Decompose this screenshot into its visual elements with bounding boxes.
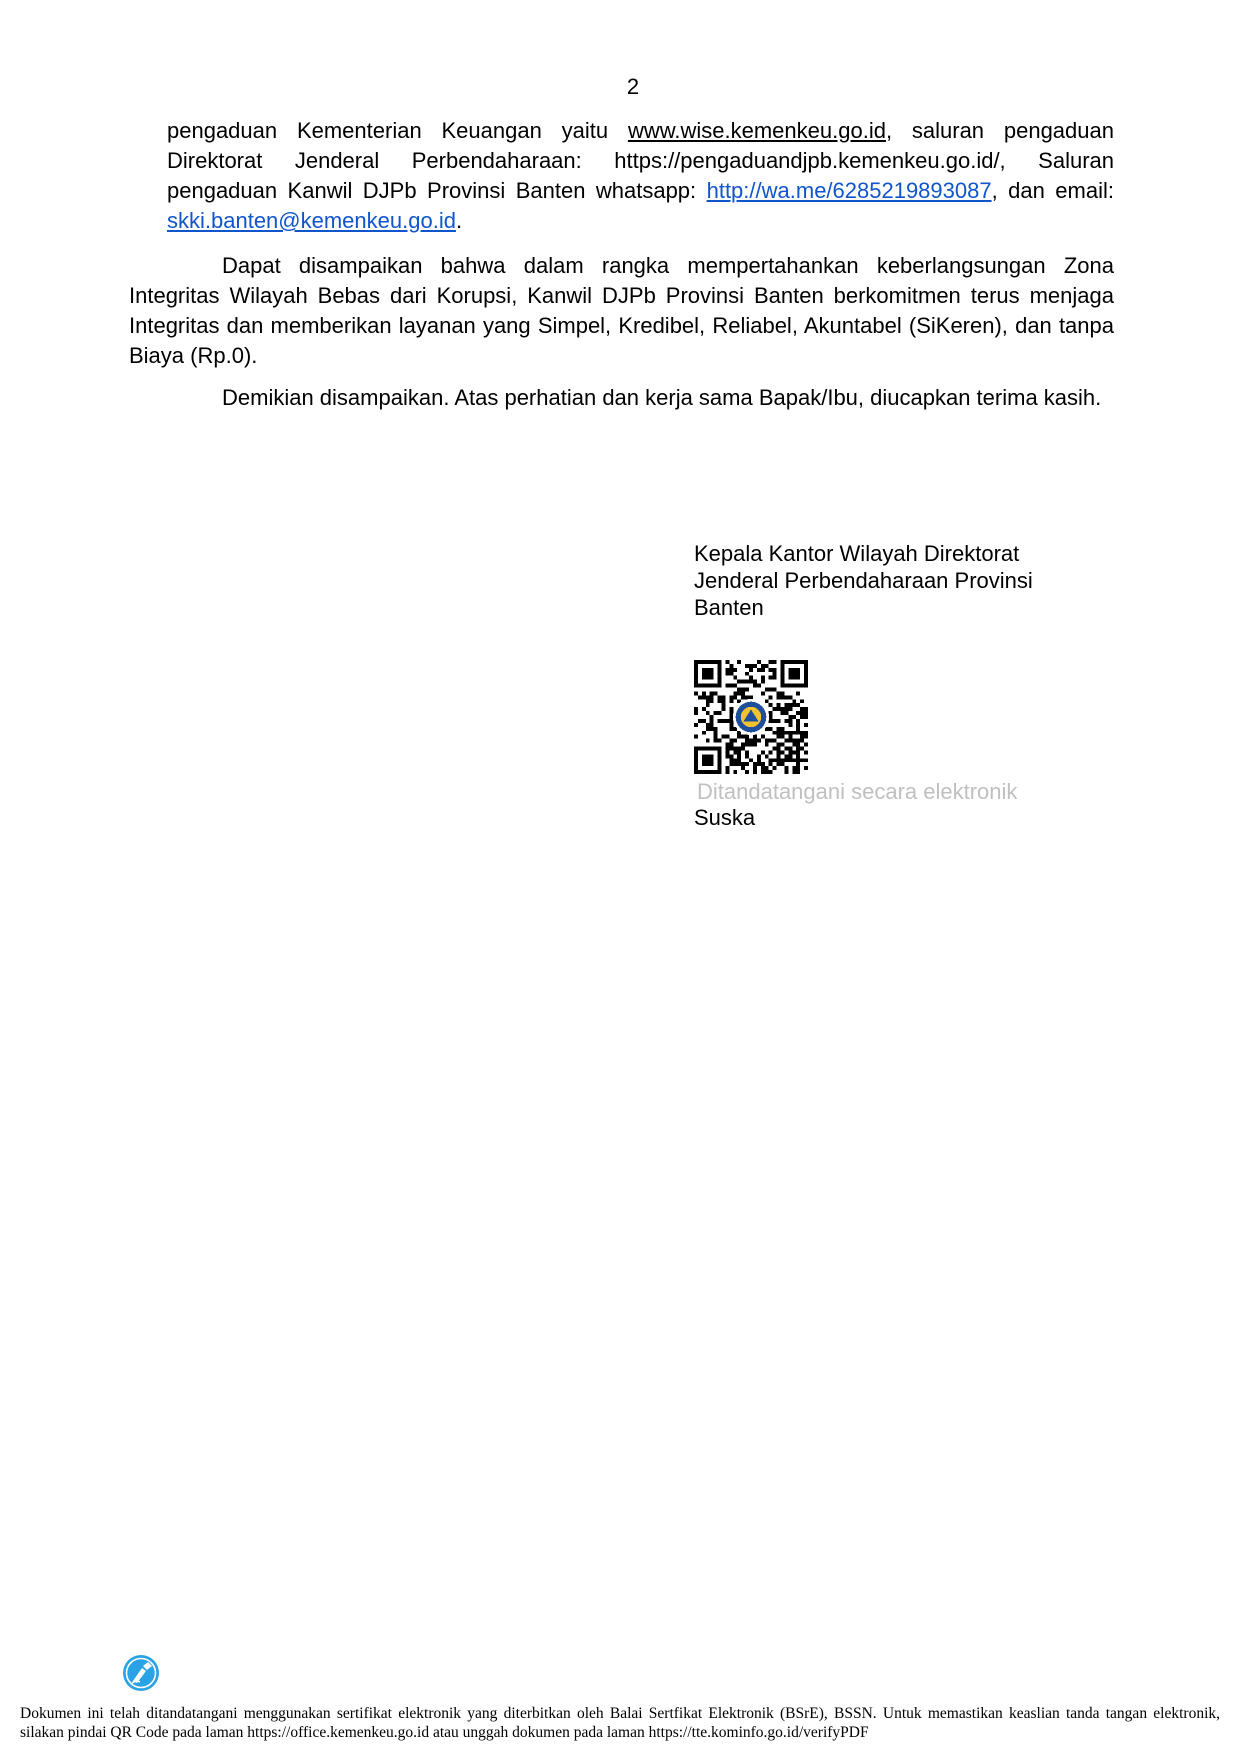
qr-module bbox=[784, 719, 788, 723]
qr-module bbox=[741, 680, 745, 684]
footer-certificate-note: Dokumen ini telah ditandatangani menggunakan sertifikat elektronik yang diterbitkan oleh Balai Sertfikat Elektronik (BSrE), BSSN. Untuk memastikan keaslian tanda tangan elektronik, silakan pindai QR Code pada laman https://office.kemenkeu.go.id atau unggah dokumen pada laman https://tte.kominfo.go.id/verifyPDF bbox=[20, 1705, 1220, 1741]
qr-module bbox=[694, 711, 698, 715]
qr-module bbox=[714, 731, 718, 735]
qr-module bbox=[729, 719, 733, 723]
qr-module bbox=[792, 758, 796, 762]
qr-module bbox=[788, 739, 792, 743]
qr-module bbox=[777, 707, 781, 711]
qr-module bbox=[796, 743, 800, 747]
qr-module bbox=[749, 758, 753, 762]
paragraph1-text-a: pengaduan Kementerian Keuangan yaitu bbox=[167, 118, 628, 143]
qr-module bbox=[769, 711, 773, 715]
qr-module bbox=[769, 762, 773, 766]
qr-module bbox=[729, 699, 733, 703]
qr-module bbox=[733, 762, 737, 766]
qr-module bbox=[765, 770, 769, 774]
qr-module bbox=[769, 688, 773, 692]
qr-module bbox=[722, 703, 726, 707]
qr-module bbox=[792, 715, 796, 719]
qr-module bbox=[725, 743, 729, 747]
qr-module bbox=[753, 664, 757, 668]
qr-module bbox=[757, 660, 761, 664]
qr-module bbox=[757, 684, 761, 688]
qr-module bbox=[745, 688, 749, 692]
qr-module bbox=[729, 727, 733, 731]
qr-module bbox=[777, 731, 781, 735]
qr-module bbox=[800, 699, 804, 703]
qr-module bbox=[733, 746, 737, 750]
qr-module bbox=[737, 735, 741, 739]
qr-module bbox=[796, 739, 800, 743]
qr-module bbox=[737, 688, 741, 692]
qr-module bbox=[765, 766, 769, 770]
qr-module bbox=[780, 750, 784, 754]
qr-module bbox=[737, 691, 741, 695]
qr-module bbox=[769, 719, 773, 723]
qr-module bbox=[761, 762, 765, 766]
qr-module bbox=[792, 750, 796, 754]
qr-module bbox=[757, 668, 761, 672]
qr-module bbox=[800, 746, 804, 750]
qr-module bbox=[780, 711, 784, 715]
qr-module bbox=[777, 727, 781, 731]
qr-module bbox=[737, 746, 741, 750]
qr-module bbox=[788, 731, 792, 735]
paragraph1-text-b: , saluran pengaduan Direktorat Jenderal Perbendaharaan: https://pengaduandjpb.kemenkeu.go.id/, Saluran pengaduan Kanwil DJPb Provinsi Banten whatsapp: bbox=[167, 118, 1114, 203]
qr-module bbox=[804, 766, 808, 770]
qr-module bbox=[722, 735, 726, 739]
qr-module bbox=[702, 707, 706, 711]
qr-module bbox=[722, 695, 726, 699]
paragraph1-text-c: , dan email: bbox=[991, 178, 1114, 203]
qr-module bbox=[722, 719, 726, 723]
qr-module bbox=[718, 695, 722, 699]
qr-module bbox=[804, 743, 808, 747]
qr-module bbox=[777, 743, 781, 747]
qr-module bbox=[804, 731, 808, 735]
qr-module bbox=[773, 676, 777, 680]
qr-module bbox=[706, 727, 710, 731]
qr-module bbox=[694, 735, 698, 739]
qr-module bbox=[769, 660, 773, 664]
qr-module bbox=[718, 719, 722, 723]
qr-module bbox=[780, 743, 784, 747]
qr-module bbox=[788, 707, 792, 711]
qr-module bbox=[733, 676, 737, 680]
qr-module bbox=[718, 699, 722, 703]
qr-module bbox=[729, 754, 733, 758]
qr-module bbox=[725, 668, 729, 672]
qr-module bbox=[737, 680, 741, 684]
qr-module bbox=[800, 758, 804, 762]
qr-module bbox=[710, 727, 714, 731]
qr-module bbox=[706, 695, 710, 699]
qr-module bbox=[745, 743, 749, 747]
qr-module bbox=[788, 746, 792, 750]
qr-module bbox=[796, 746, 800, 750]
qr-module bbox=[765, 739, 769, 743]
qr-module bbox=[718, 711, 722, 715]
qr-module bbox=[725, 770, 729, 774]
qr-module bbox=[804, 707, 808, 711]
qr-module bbox=[788, 695, 792, 699]
qr-module bbox=[780, 695, 784, 699]
qr-module bbox=[777, 762, 781, 766]
qr-module bbox=[725, 672, 729, 676]
qr-module bbox=[729, 664, 733, 668]
qr-module bbox=[725, 766, 729, 770]
qr-module bbox=[769, 758, 773, 762]
qr-module bbox=[773, 739, 777, 743]
qr-module bbox=[788, 719, 792, 723]
qr-module bbox=[737, 758, 741, 762]
qr-module bbox=[725, 750, 729, 754]
qr-module bbox=[749, 739, 753, 743]
wise-link[interactable]: www.wise.kemenkeu.go.id bbox=[627, 118, 886, 143]
qr-module bbox=[694, 707, 698, 711]
qr-module bbox=[694, 723, 698, 727]
qr-module bbox=[725, 746, 729, 750]
qr-module bbox=[761, 676, 765, 680]
qr-module bbox=[784, 746, 788, 750]
qr-module bbox=[796, 758, 800, 762]
qr-module bbox=[800, 731, 804, 735]
qr-module bbox=[741, 746, 745, 750]
qr-module bbox=[796, 711, 800, 715]
qr-module bbox=[804, 750, 808, 754]
qr-module bbox=[796, 750, 800, 754]
qr-module bbox=[769, 739, 773, 743]
qr-module bbox=[780, 758, 784, 762]
qr-module bbox=[725, 660, 729, 664]
qr-module bbox=[773, 758, 777, 762]
qr-module bbox=[753, 684, 757, 688]
signature-title-line-3: Banten bbox=[694, 595, 764, 620]
qr-module bbox=[761, 770, 765, 774]
signer-name: Suska bbox=[694, 805, 756, 830]
qr-module bbox=[761, 735, 765, 739]
qr-module bbox=[710, 723, 714, 727]
qr-module bbox=[761, 766, 765, 770]
qr-module bbox=[784, 758, 788, 762]
qr-module bbox=[729, 723, 733, 727]
qr-module bbox=[788, 703, 792, 707]
qr-module bbox=[773, 688, 777, 692]
qr-module bbox=[765, 664, 769, 668]
qr-module bbox=[777, 695, 781, 699]
qr-module bbox=[741, 691, 745, 695]
qr-module bbox=[706, 699, 710, 703]
qr-module bbox=[769, 715, 773, 719]
qr-module bbox=[729, 739, 733, 743]
qr-code-icon bbox=[694, 660, 808, 774]
qr-module bbox=[729, 746, 733, 750]
qr-module bbox=[788, 715, 792, 719]
qr-module bbox=[777, 758, 781, 762]
qr-module bbox=[702, 695, 706, 699]
qr-module bbox=[784, 766, 788, 770]
electronic-signature-note: Ditandatangani secara elektronik bbox=[697, 779, 1018, 804]
qr-module bbox=[784, 707, 788, 711]
qr-module bbox=[729, 715, 733, 719]
qr-module bbox=[741, 735, 745, 739]
qr-module bbox=[737, 750, 741, 754]
qr-module bbox=[788, 758, 792, 762]
qr-module bbox=[773, 766, 777, 770]
paragraph-closing: Demikian disampaikan. Atas perhatian dan kerja sama Bapak/Ibu, diucapkan terima kasih. bbox=[222, 385, 1102, 410]
qr-module bbox=[780, 707, 784, 711]
qr-module bbox=[777, 750, 781, 754]
qr-module bbox=[733, 739, 737, 743]
qr-module bbox=[749, 680, 753, 684]
qr-module bbox=[745, 750, 749, 754]
qr-module bbox=[769, 703, 773, 707]
qr-module bbox=[773, 672, 777, 676]
qr-module bbox=[729, 684, 733, 688]
qr-module bbox=[765, 754, 769, 758]
qr-module bbox=[777, 691, 781, 695]
qr-module bbox=[753, 735, 757, 739]
qr-module bbox=[792, 699, 796, 703]
paragraph-complaint-channels bbox=[167, 116, 1114, 236]
qr-module bbox=[729, 672, 733, 676]
qr-module bbox=[784, 703, 788, 707]
qr-module bbox=[710, 719, 714, 723]
qr-module bbox=[796, 727, 800, 731]
qr-module bbox=[757, 739, 761, 743]
qr-module bbox=[714, 739, 718, 743]
qr-module bbox=[765, 688, 769, 692]
qr-module bbox=[749, 695, 753, 699]
qr-module bbox=[780, 727, 784, 731]
qr-module bbox=[729, 762, 733, 766]
qr-module bbox=[777, 719, 781, 723]
qr-module bbox=[788, 735, 792, 739]
qr-module bbox=[722, 699, 726, 703]
qr-module bbox=[710, 715, 714, 719]
qr-module bbox=[733, 695, 737, 699]
qr-module bbox=[753, 766, 757, 770]
qr-module bbox=[792, 770, 796, 774]
qr-module bbox=[749, 668, 753, 672]
qr-module bbox=[741, 688, 745, 692]
qr-module bbox=[733, 684, 737, 688]
qr-module bbox=[714, 691, 718, 695]
qr-module bbox=[773, 707, 777, 711]
qr-module bbox=[796, 723, 800, 727]
qr-module bbox=[725, 719, 729, 723]
qr-module bbox=[796, 770, 800, 774]
qr-module bbox=[698, 695, 702, 699]
qr-module bbox=[698, 719, 702, 723]
qr-module bbox=[729, 758, 733, 762]
qr-module bbox=[800, 711, 804, 715]
qr-module bbox=[792, 743, 796, 747]
qr-module bbox=[741, 695, 745, 699]
qr-module bbox=[753, 680, 757, 684]
qr-module bbox=[800, 739, 804, 743]
qr-module bbox=[769, 770, 773, 774]
qr-module bbox=[729, 743, 733, 747]
qr-module bbox=[706, 703, 710, 707]
qr-module bbox=[777, 746, 781, 750]
qr-module bbox=[784, 770, 788, 774]
qr-module bbox=[737, 754, 741, 758]
qr-module bbox=[780, 731, 784, 735]
qr-module bbox=[710, 691, 714, 695]
qr-module bbox=[784, 739, 788, 743]
qr-module bbox=[773, 668, 777, 672]
qr-module bbox=[788, 750, 792, 754]
qr-module bbox=[745, 695, 749, 699]
qr-module bbox=[792, 739, 796, 743]
qr-module bbox=[777, 735, 781, 739]
qr-module bbox=[753, 770, 757, 774]
qr-module bbox=[796, 762, 800, 766]
qr-module bbox=[702, 719, 706, 723]
qr-module bbox=[788, 754, 792, 758]
qr-module bbox=[804, 735, 808, 739]
qr-module bbox=[769, 695, 773, 699]
qr-module bbox=[729, 711, 733, 715]
qr-module bbox=[784, 711, 788, 715]
qr-module bbox=[745, 762, 749, 766]
qr-module bbox=[757, 758, 761, 762]
qr-module bbox=[796, 691, 800, 695]
qr-module bbox=[745, 739, 749, 743]
paragraph-integrity-commitment: Dapat disampaikan bahwa dalam rangka mempertahankan keberlangsungan Zona Integritas Wilayah Bebas dari Korupsi, Kanwil DJPb Provinsi Banten berkomitmen terus menjaga Integritas dan memberikan layanan yang Simpel, Kredibel, Reliabel, Akuntabel (SiKeren), dan tanpa Biaya (Rp.0). bbox=[129, 253, 1114, 368]
qr-module bbox=[745, 754, 749, 758]
qr-module bbox=[749, 664, 753, 668]
qr-module bbox=[777, 703, 781, 707]
qr-module bbox=[733, 668, 737, 672]
qr-module bbox=[769, 676, 773, 680]
qr-module bbox=[694, 691, 698, 695]
qr-module bbox=[780, 691, 784, 695]
qr-module bbox=[702, 691, 706, 695]
qr-module bbox=[773, 731, 777, 735]
qr-module bbox=[714, 711, 718, 715]
qr-module bbox=[800, 735, 804, 739]
qr-module bbox=[745, 664, 749, 668]
qr-module bbox=[780, 762, 784, 766]
qr-module bbox=[765, 743, 769, 747]
qr-module bbox=[784, 731, 788, 735]
qr-module bbox=[757, 762, 761, 766]
qr-module bbox=[792, 731, 796, 735]
qr-module bbox=[792, 766, 796, 770]
qr-module bbox=[804, 758, 808, 762]
qr-module bbox=[733, 758, 737, 762]
qr-module bbox=[784, 695, 788, 699]
qr-module bbox=[800, 715, 804, 719]
qr-module bbox=[761, 668, 765, 672]
qr-module bbox=[737, 660, 741, 664]
qr-module bbox=[796, 703, 800, 707]
qr-module bbox=[769, 668, 773, 672]
qr-module bbox=[796, 766, 800, 770]
qr-module bbox=[714, 735, 718, 739]
qr-module bbox=[749, 676, 753, 680]
qr-module bbox=[792, 703, 796, 707]
qr-module bbox=[745, 680, 749, 684]
qr-module bbox=[710, 695, 714, 699]
whatsapp-link[interactable]: http://wa.me/6285219893087 bbox=[706, 178, 992, 203]
qr-module bbox=[729, 707, 733, 711]
qr-module bbox=[804, 723, 808, 727]
qr-module bbox=[765, 699, 769, 703]
qr-module bbox=[769, 750, 773, 754]
qr-module bbox=[725, 754, 729, 758]
qr-module bbox=[796, 754, 800, 758]
qr-module bbox=[773, 746, 777, 750]
qr-module bbox=[706, 711, 710, 715]
qr-module bbox=[761, 680, 765, 684]
qr-module bbox=[733, 750, 737, 754]
qr-module bbox=[741, 762, 745, 766]
email-link[interactable]: skki.banten@kemenkeu.go.id bbox=[167, 208, 456, 233]
qr-module bbox=[773, 719, 777, 723]
qr-module bbox=[800, 707, 804, 711]
qr-module bbox=[761, 664, 765, 668]
qr-module bbox=[753, 762, 757, 766]
qr-module bbox=[722, 707, 726, 711]
qr-module bbox=[788, 723, 792, 727]
qr-module bbox=[718, 739, 722, 743]
qr-module bbox=[725, 684, 729, 688]
signature-title-line-1: Kepala Kantor Wilayah Direktorat bbox=[694, 541, 1020, 566]
signature-title-block bbox=[694, 540, 1094, 621]
signature-title-line-2: Jenderal Perbendaharaan Provinsi bbox=[694, 568, 1033, 593]
bsre-logo-icon bbox=[122, 1654, 160, 1692]
qr-module bbox=[761, 750, 765, 754]
qr-module bbox=[761, 691, 765, 695]
qr-module bbox=[710, 699, 714, 703]
page-number: 2 bbox=[626, 74, 640, 99]
qr-module bbox=[714, 727, 718, 731]
qr-module bbox=[769, 727, 773, 731]
qr-module bbox=[737, 762, 741, 766]
qr-module bbox=[777, 754, 781, 758]
qr-module bbox=[729, 695, 733, 699]
qr-module bbox=[733, 691, 737, 695]
qr-module bbox=[796, 731, 800, 735]
qr-module bbox=[741, 766, 745, 770]
qr-module bbox=[745, 672, 749, 676]
qr-module bbox=[706, 739, 710, 743]
paragraph1-text-d: . bbox=[455, 208, 463, 233]
qr-module bbox=[753, 739, 757, 743]
qr-module bbox=[804, 711, 808, 715]
qr-module bbox=[804, 715, 808, 719]
qr-module bbox=[745, 770, 749, 774]
qr-module bbox=[796, 719, 800, 723]
qr-module bbox=[753, 743, 757, 747]
qr-module bbox=[784, 754, 788, 758]
qr-module bbox=[729, 668, 733, 672]
qr-module bbox=[733, 770, 737, 774]
qr-module bbox=[780, 735, 784, 739]
qr-module bbox=[773, 660, 777, 664]
qr-module bbox=[741, 743, 745, 747]
qr-module bbox=[702, 731, 706, 735]
qr-module bbox=[745, 735, 749, 739]
qr-module bbox=[725, 735, 729, 739]
qr-module bbox=[706, 723, 710, 727]
qr-module bbox=[757, 754, 761, 758]
qr-module bbox=[749, 743, 753, 747]
